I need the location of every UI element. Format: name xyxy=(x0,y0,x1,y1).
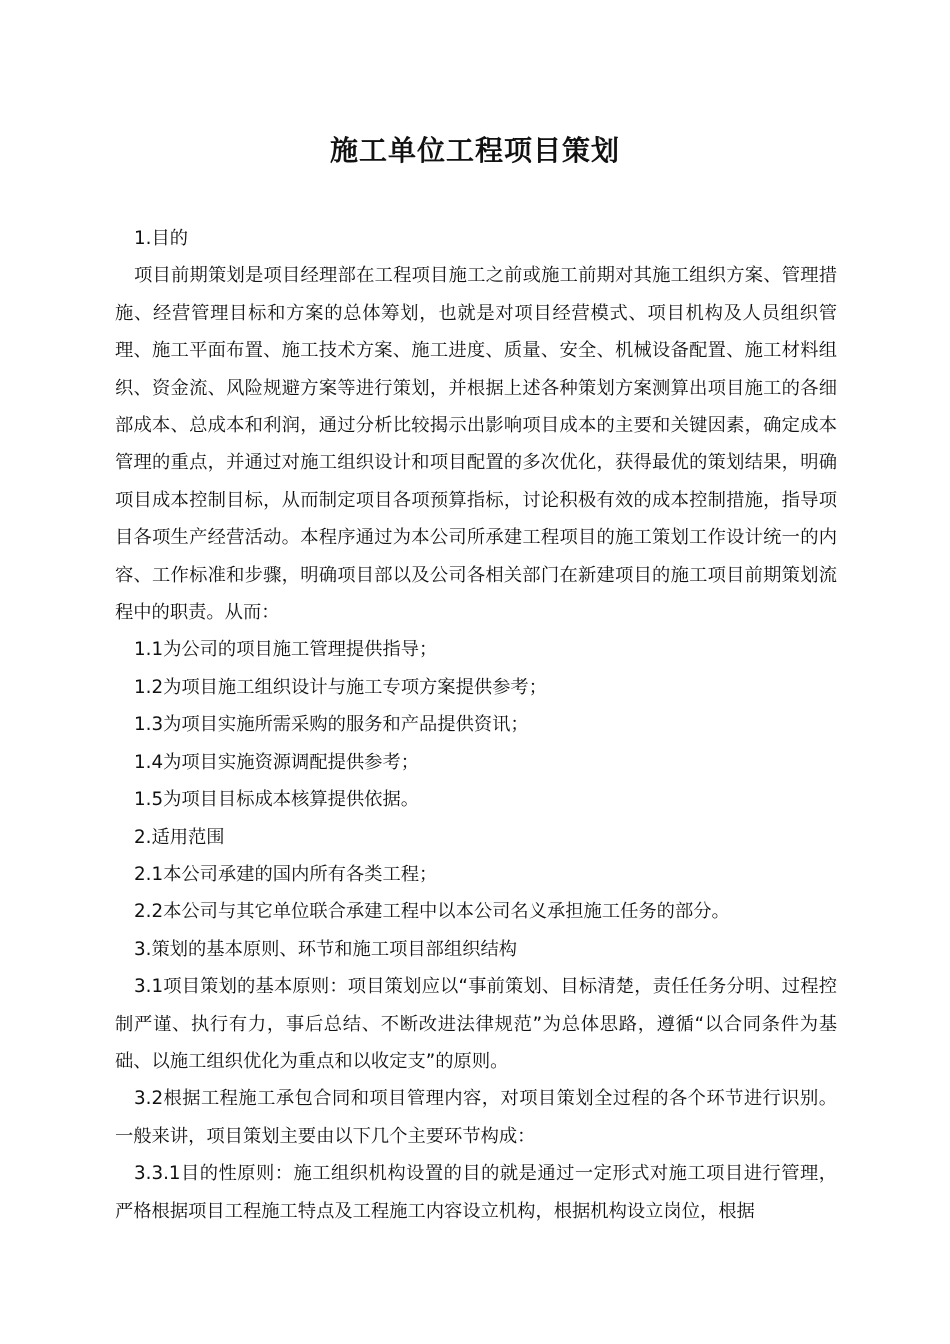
document-body xyxy=(115,220,837,1230)
paragraph-3-3-1: 3.3.1目的性原则：施工组织机构设置的目的就是通过一定形式对施工项目进行管理，严格根据项目工程施工特点及工程施工内容设立机构，根据机构设立岗位，根据 xyxy=(115,1163,837,1222)
heading-principles: 3.策划的基本原则、环节和施工项目部组织结构 xyxy=(134,938,518,960)
paragraph-3-2: 3.2根据工程施工承包合同和项目管理内容，对项目策划全过程的各个环节进行识别。一般来讲，项目策划主要由以下几个主要环节构成： xyxy=(115,1088,837,1147)
list-item-1-1: 1.1为公司的项目施工管理提供指导； xyxy=(134,639,438,661)
paragraph-purpose: 项目前期策划是项目经理部在工程项目施工之前或施工前期对其施工组织方案、管理措施、经营管理目标和方案的总体筹划，也就是对项目经营模式、项目机构及人员组织管理、施工平面布置、施工技术方案、施工进度、质量、安全、机械设备配置、施工材料组织、资金流、风险规避方案等进行策划，并根据上述各种策划方案测算出项目施工的各细部成本、总成本和利润，通过分析比较揭示出影响项目成本的主要和关键因素，确定成本管理的重点，并通过对施工组织设计和项目配置的多次优化，获得最优的策划结果，明确项目成本控制目标，从而制定项目各项预算指标，讨论积极有效的成本控制措施，指导项目各项生产经营活动。本程序通过为本公司所承建工程项目的施工策划工作设计统一的内容、工作标准和步骤，明确项目部以及公司各相关部门在新建项目的施工项目前期策划流程中的职责。从而： xyxy=(115,265,837,624)
heading-purpose: 1.目的 xyxy=(134,228,189,249)
list-item-2-2: 2.2本公司与其它单位联合承建工程中以本公司名义承担施工任务的部分。 xyxy=(134,901,730,923)
list-item-2-1: 2.1本公司承建的国内所有各类工程； xyxy=(134,863,438,885)
list-item-1-4: 1.4为项目实施资源调配提供参考； xyxy=(134,751,420,773)
list-item-1-3: 1.3为项目实施所需采购的服务和产品提供资讯； xyxy=(134,714,529,736)
paragraph-3-1: 3.1项目策划的基本原则：项目策划应以“事前策划、目标清楚，责任任务分明、过程控制严谨、执行有力，事后总结、不断改进法律规范”为总体思路，遵循“以合同条件为基础、以施工组织优化为重点和以收定支”的原则。 xyxy=(115,976,837,1072)
heading-scope: 2.适用范围 xyxy=(134,826,225,848)
list-item-1-2: 1.2为项目施工组织设计与施工专项方案提供参考； xyxy=(134,676,547,698)
document-title: 施工单位工程项目策划 xyxy=(329,134,620,167)
list-item-1-5: 1.5为项目目标成本核算提供依据。 xyxy=(134,789,420,811)
